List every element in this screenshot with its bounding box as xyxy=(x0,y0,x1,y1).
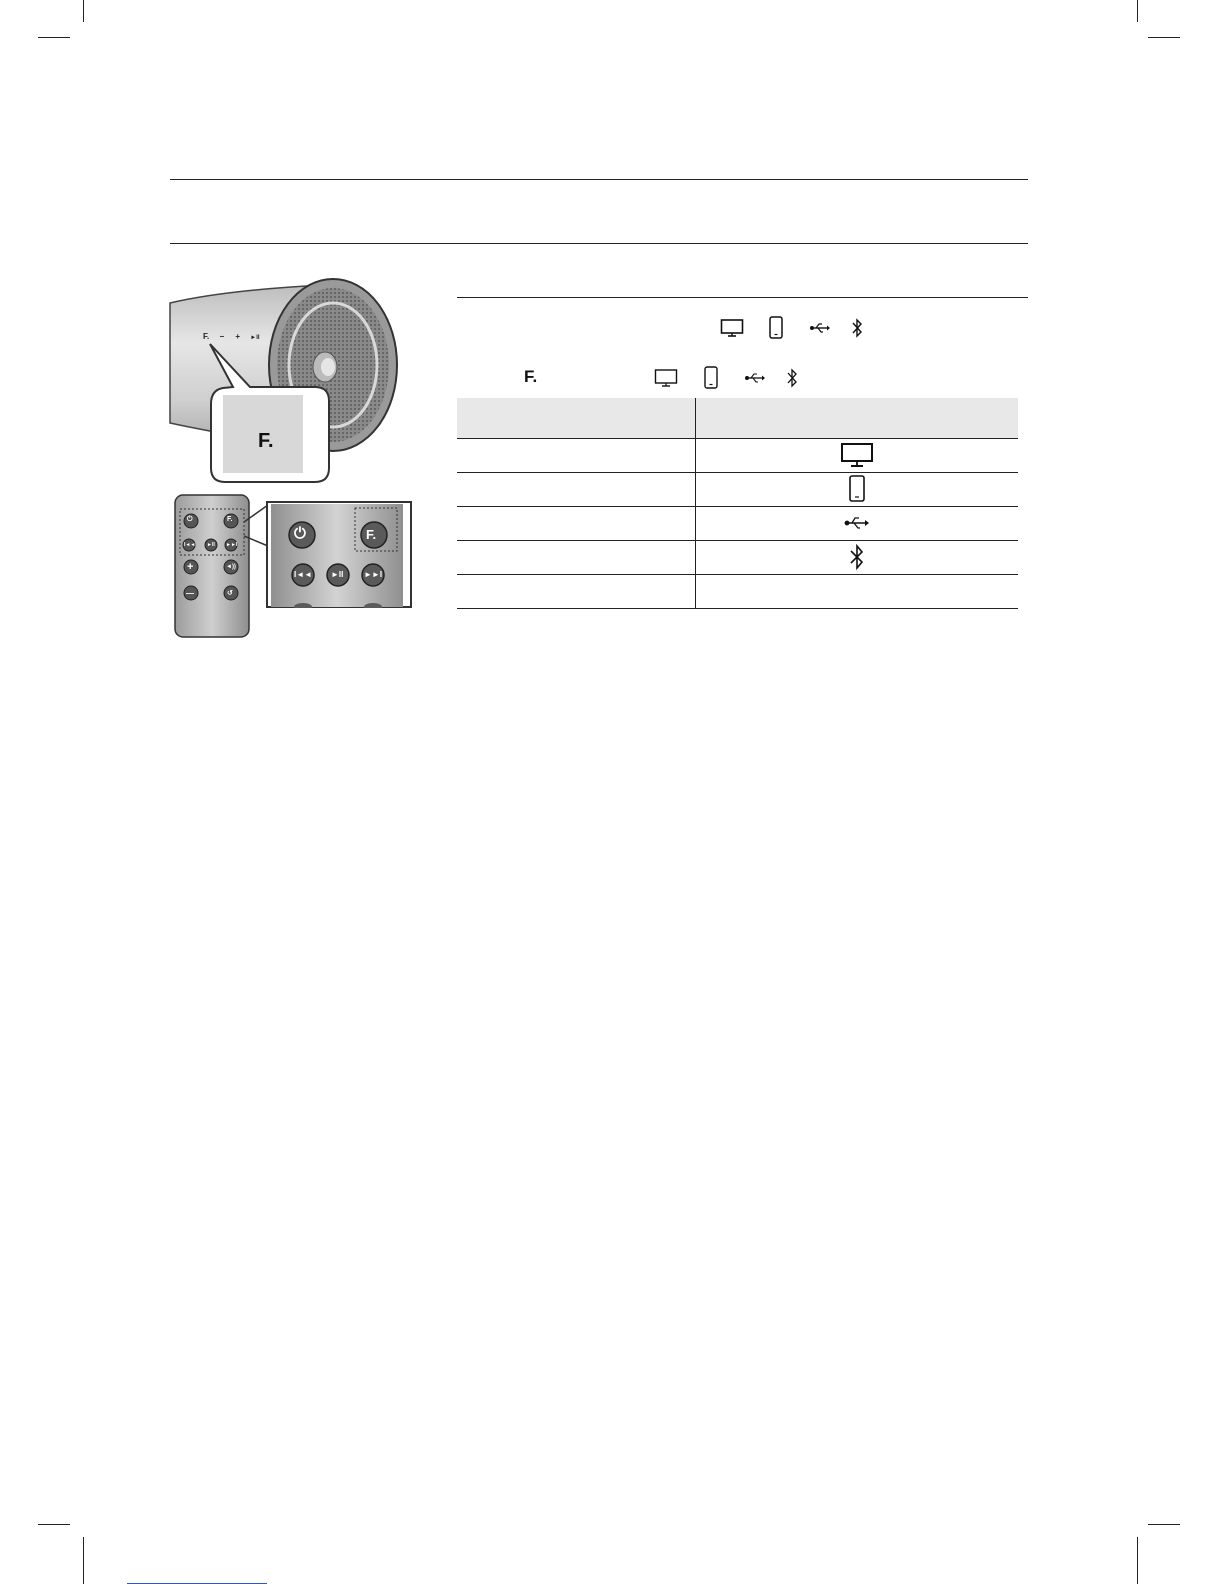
crop-mark xyxy=(1137,0,1138,22)
speaker-minus-key: − xyxy=(219,332,225,341)
speaker-panel-labels xyxy=(203,332,260,341)
table-header-cell xyxy=(457,398,696,438)
remote-sound-button[interactable]: ◄)) xyxy=(226,564,236,570)
remote-power-button[interactable]: ⏻ xyxy=(187,516,193,523)
bluetooth-icon xyxy=(849,543,865,571)
table-row xyxy=(457,472,1018,506)
line1-icons xyxy=(720,316,870,340)
zoom-next-button[interactable]: ►►I xyxy=(364,570,383,579)
speaker-play-key: ►II xyxy=(250,335,260,341)
section-rule xyxy=(457,297,1028,298)
remote-zoom-labels xyxy=(266,501,412,608)
phone-icon xyxy=(768,316,784,340)
remote-play-button[interactable]: ►II xyxy=(207,542,215,548)
table-row xyxy=(457,438,1018,472)
zoom-power-button[interactable]: ⏻ xyxy=(294,525,306,542)
header-rule-bottom xyxy=(170,243,1028,244)
crop-mark xyxy=(1137,1537,1138,1584)
speaker-plus-key: + xyxy=(235,332,241,341)
line2-f-key: F. xyxy=(524,367,538,386)
zoom-prev-button[interactable]: I◄◄ xyxy=(294,570,313,579)
remote-button-labels xyxy=(174,494,250,638)
usb-icon xyxy=(809,321,831,335)
remote-prev-button[interactable]: I◄◄ xyxy=(184,542,196,548)
crop-mark xyxy=(38,1524,70,1525)
crop-mark xyxy=(38,37,70,38)
table-cell-label xyxy=(457,506,696,540)
table-row xyxy=(457,574,1018,608)
table-cell-label xyxy=(457,472,696,506)
table-row xyxy=(457,506,1018,540)
table-cell-icon xyxy=(696,540,1019,574)
tv-icon xyxy=(654,368,678,388)
crop-mark xyxy=(1148,1524,1180,1525)
table-cell-icon xyxy=(696,574,1019,608)
table-row xyxy=(457,540,1018,574)
speaker-f-key: F. xyxy=(203,332,210,341)
table-cell-icon xyxy=(696,472,1019,506)
zoom-play-button[interactable]: ►II xyxy=(331,570,344,579)
remote-repeat-button[interactable]: ↺ xyxy=(227,590,233,597)
crop-mark xyxy=(1148,37,1180,38)
phone-icon xyxy=(703,366,719,390)
phone-icon xyxy=(848,475,866,503)
callout-bubble xyxy=(205,342,335,487)
callout-f-key: F. xyxy=(258,430,274,452)
usb-icon xyxy=(844,515,870,531)
remote-function-button[interactable]: F. xyxy=(227,516,233,523)
tv-icon xyxy=(840,442,874,468)
remote-volume-down-button[interactable]: — xyxy=(186,589,194,598)
usb-icon xyxy=(744,371,766,385)
remote-next-button[interactable]: ►►I xyxy=(226,542,238,548)
table-header-cell xyxy=(696,398,1019,438)
table-cell-label xyxy=(457,540,696,574)
table-cell-icon xyxy=(696,506,1019,540)
bluetooth-icon xyxy=(851,317,863,339)
remote-volume-up-button[interactable]: + xyxy=(187,561,194,573)
line2-icons xyxy=(654,366,804,390)
table-header-row xyxy=(457,398,1018,438)
crop-mark xyxy=(83,1537,84,1584)
function-table xyxy=(457,398,1018,609)
header-rule-top xyxy=(170,179,1028,180)
tv-icon xyxy=(720,318,744,338)
table-cell-label xyxy=(457,574,696,608)
table-cell-label xyxy=(457,438,696,472)
table-cell-icon xyxy=(696,438,1019,472)
zoom-function-button[interactable]: F. xyxy=(366,527,377,542)
crop-mark xyxy=(83,0,84,22)
bluetooth-icon xyxy=(786,367,798,389)
